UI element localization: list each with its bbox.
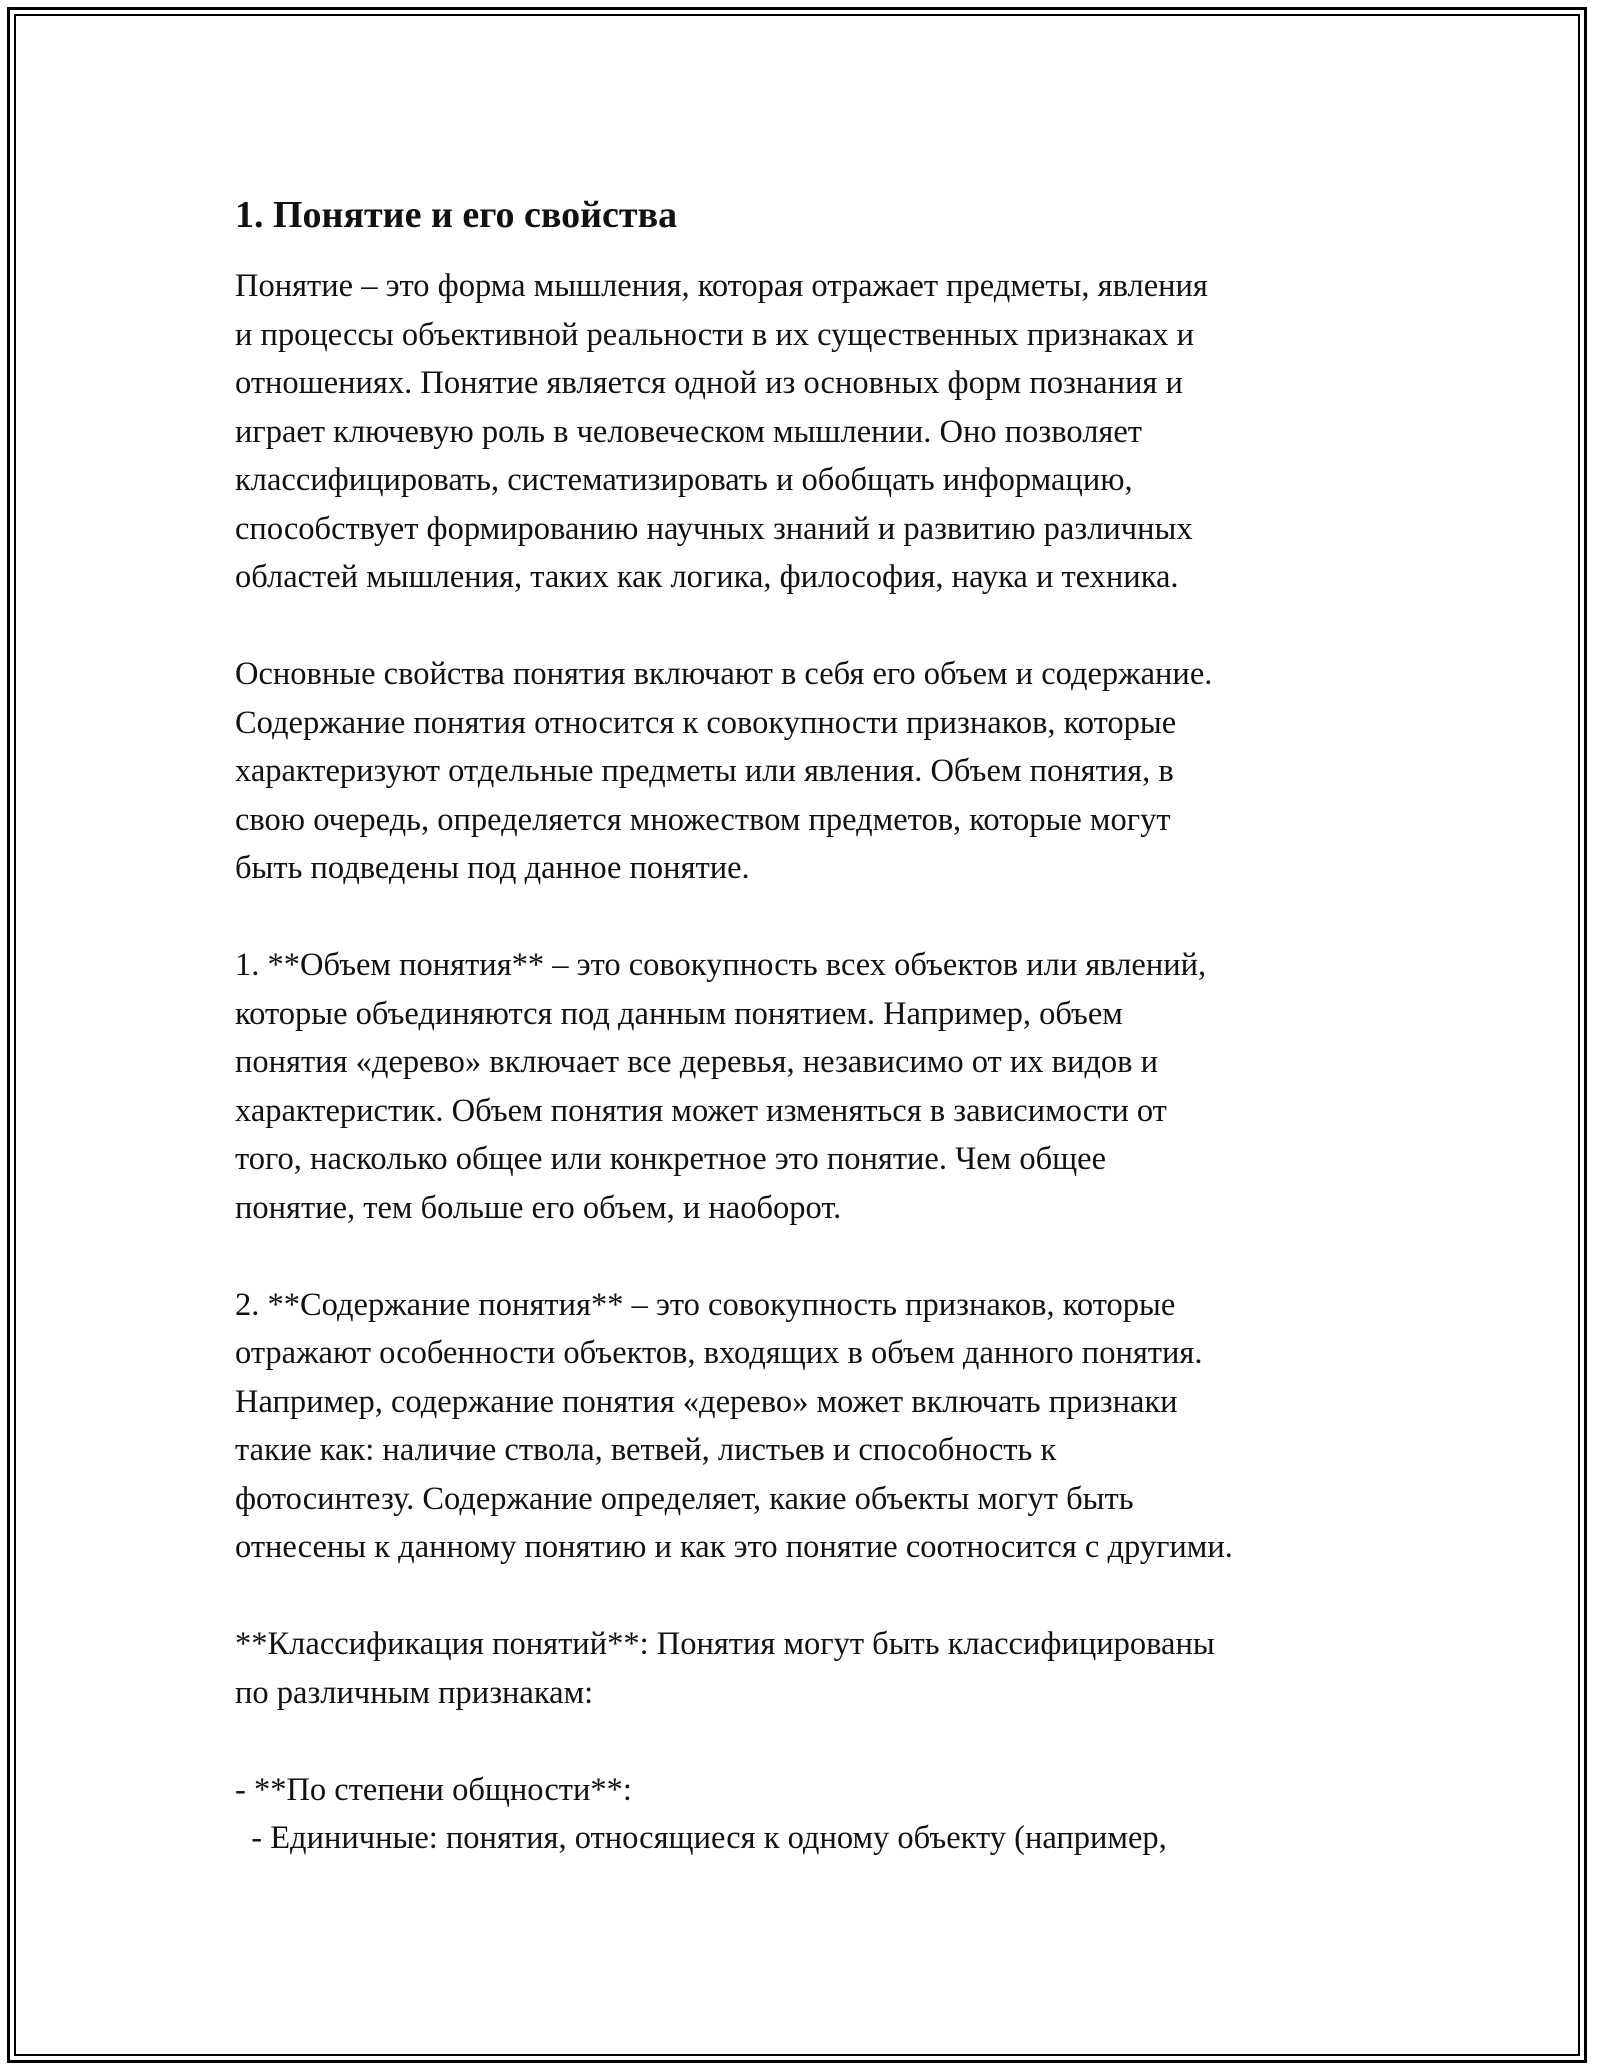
- paragraph-classification: **Классификация понятий**: Понятия могут быть классифицированы по различным признакам:: [235, 1626, 1215, 1711]
- paragraph-scope: 1. **Объем понятия** – это совокупность всех объектов или явлений, которые объединяются под данным понятием. Например, объем понятия «дерево» включает все деревья, независимо от их видов и характеристик. Объем понятия может изменяться в зависимости от того, насколько общее или конкретное это понятие. Чем общее понятие, тем больше его объем, и наоборот.: [235, 947, 1207, 1226]
- paragraph-properties: Основные свойства понятия включают в себя его объем и содержание. Содержание понятия относится к совокупности признаков, которые характеризуют отдельные предметы или явления. Объем понятия, в свою очередь, определяется множеством предметов, которые могут быть подведены под данное понятие.: [235, 656, 1213, 886]
- paragraph-generality-list: - **По степени общности**: - Единичные: понятия, относящиеся к одному объекту (например,: [235, 1771, 1167, 1856]
- document-body: [235, 190, 1400, 1863]
- section-title: 1. Понятие и его свойства: [235, 194, 678, 236]
- paragraph-content: 2. **Содержание понятия** – это совокупность признаков, которые отражают особенности объектов, входящих в объем данного понятия. Например, содержание понятия «дерево» может включать признаки такие как: наличие ствола, ветвей, листьев и способность к фотосинтезу. Содержание определяет, какие объекты могут быть отнесены к данному понятию и как это понятие соотносится с другими.: [235, 1286, 1233, 1565]
- paragraph-definition: Понятие – это форма мышления, которая отражает предметы, явления и процессы объективной реальности в их существенных признаках и отношениях. Понятие является одной из основных форм познания и играет ключевую роль в человеческом мышлении. Оно позволяет классифицировать, систематизировать и обобщать информацию, способствует формированию научных знаний и развитию различных областей мышления, таких как логика, философия, наука и техника.: [235, 268, 1208, 595]
